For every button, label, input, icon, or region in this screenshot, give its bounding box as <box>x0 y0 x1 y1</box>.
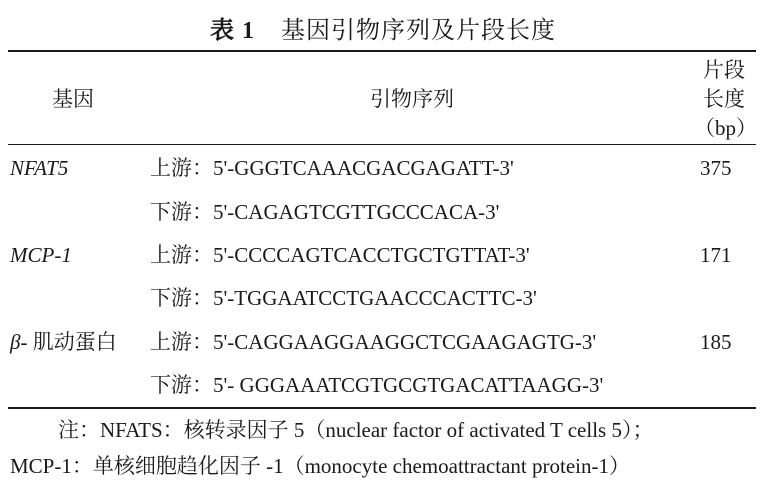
primer-sequence <box>150 198 499 226</box>
primer-sequence <box>150 241 530 269</box>
primer-seq-text: 5'-CAGAGTCGTTGCCCACA-3' <box>213 200 500 224</box>
primer-sequence <box>150 371 603 399</box>
header-rule <box>8 144 756 145</box>
header-length-line2: 长度 <box>703 87 745 111</box>
primer-seq-text: 5'-TGGAATCCTGAACCCACTTC-3' <box>213 286 537 310</box>
table-number: 表 1 <box>210 18 255 44</box>
fragment-length: 171 <box>700 243 732 267</box>
primer-sequence <box>150 284 537 312</box>
fragment-length: 185 <box>700 330 732 354</box>
gene-name <box>10 328 117 356</box>
primer-seq-text: 5'-CAGGAAGGAAGGCTCGAAGAGTG-3' <box>213 330 597 354</box>
primer-direction: 下游： <box>150 200 213 224</box>
header-length-line1: 片段 <box>703 58 745 82</box>
gene-name: NFAT5 <box>10 156 69 180</box>
primer-sequence <box>150 154 514 182</box>
table-title-text: 基因引物序列及片段长度 <box>281 18 556 44</box>
primer-direction: 上游： <box>150 156 213 180</box>
primer-direction: 下游： <box>150 286 213 310</box>
header-gene: 基因 <box>52 87 94 111</box>
table-title <box>0 10 766 45</box>
gene-greek-prefix: β- <box>10 330 28 354</box>
bottom-rule <box>8 407 756 409</box>
gene-name-rest: 肌动蛋白 <box>27 330 117 354</box>
gene-name: MCP-1 <box>10 243 72 267</box>
primer-sequence <box>150 328 596 356</box>
primer-direction: 下游： <box>150 373 213 397</box>
primer-seq-text: 5'- GGGAAATCGTGCGTGACATTAAGG-3' <box>213 373 604 397</box>
table-note-line1: 注：NFATS：核转录因子 5（nuclear factor of activated T cells 5）； <box>58 418 654 442</box>
table-note-line2: MCP-1：单核细胞趋化因子 -1（monocyte chemoattractant protein-1） <box>10 454 630 478</box>
primer-direction: 上游： <box>150 243 213 267</box>
primer-seq-text: 5'-CCCCAGTCACCTGCTGTTAT-3' <box>213 243 530 267</box>
fragment-length: 375 <box>700 156 732 180</box>
primer-seq-text: 5'-GGGTCAAACGACGAGATT-3' <box>213 156 514 180</box>
header-length <box>694 56 757 143</box>
top-rule <box>8 50 756 52</box>
header-length-line3: （bp） <box>694 116 757 140</box>
primer-direction: 上游： <box>150 330 213 354</box>
header-primer: 引物序列 <box>370 87 454 111</box>
